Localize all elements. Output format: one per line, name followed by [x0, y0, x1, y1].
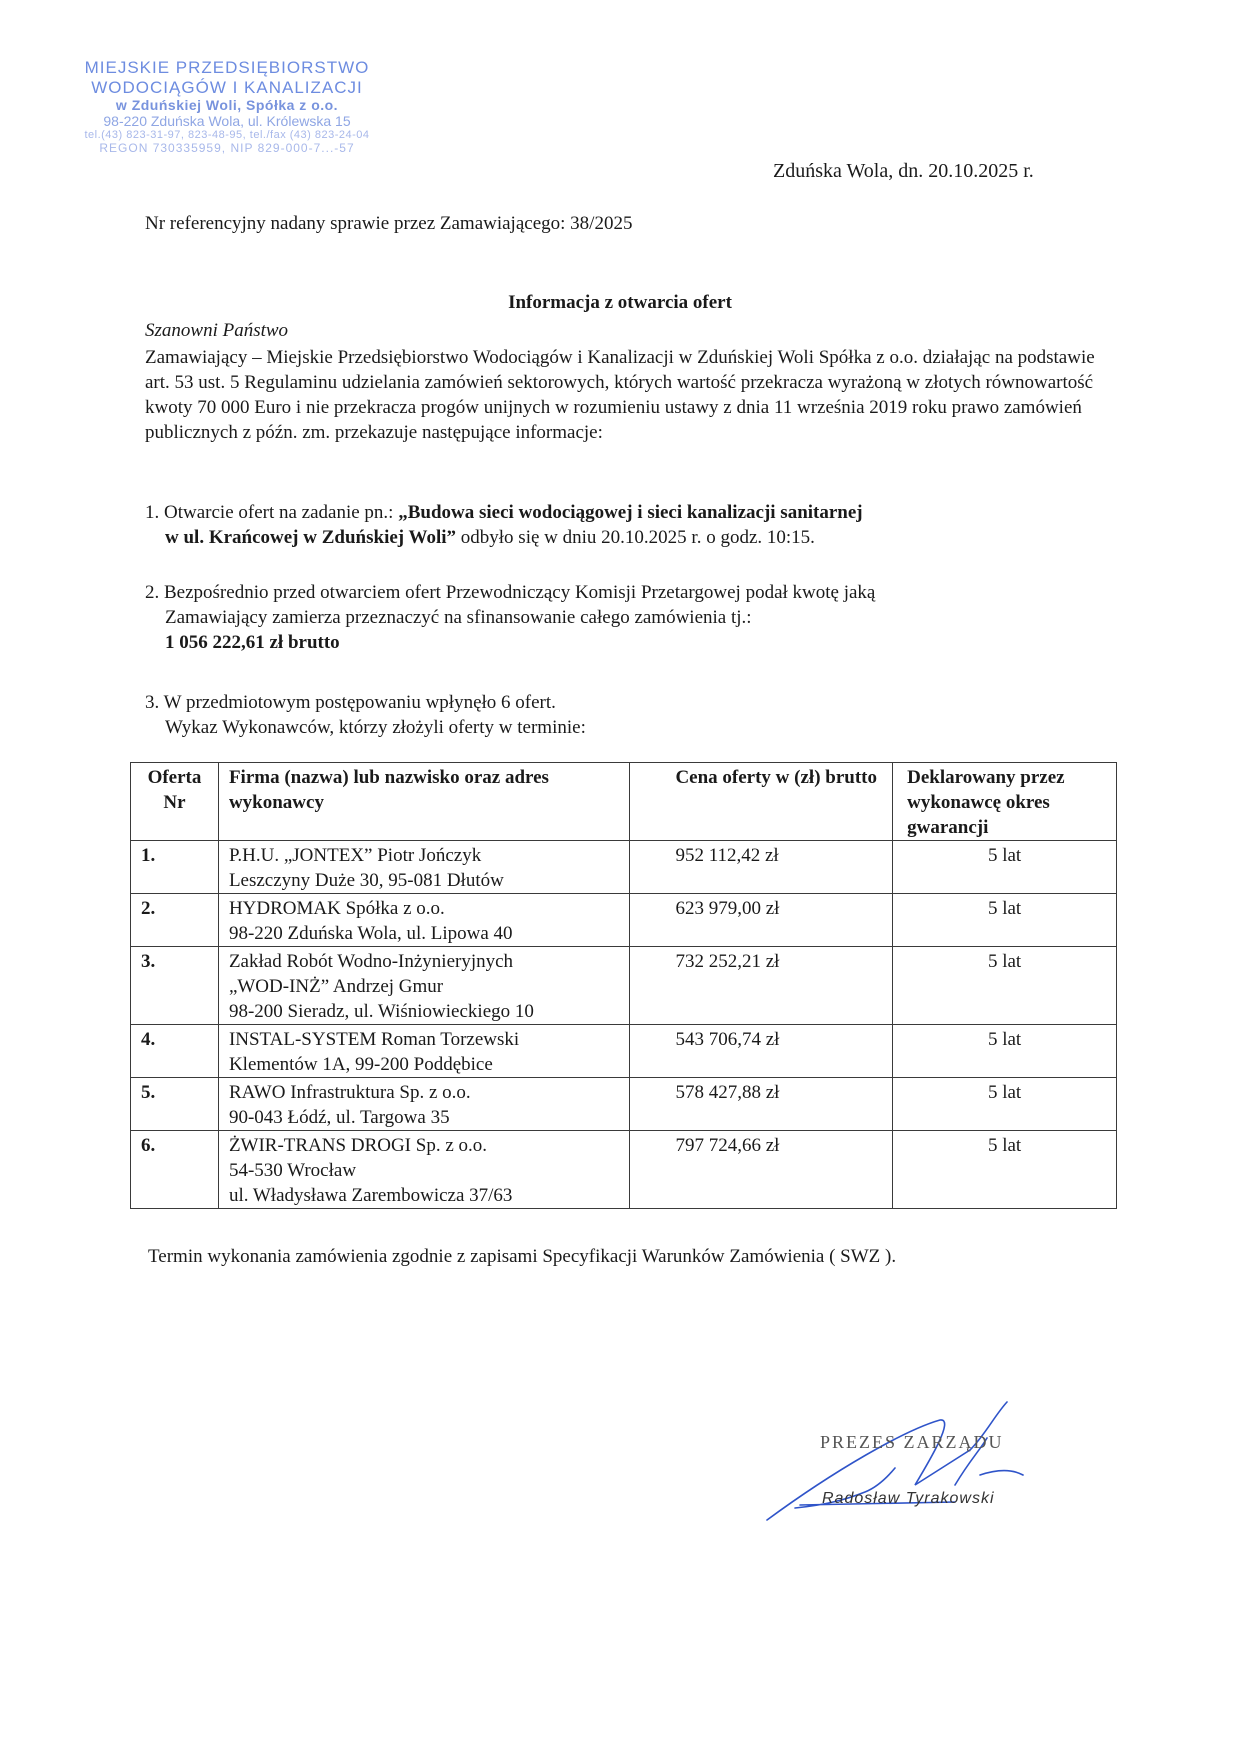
signature-block: [755, 1390, 1055, 1530]
col-header-warranty: Deklarowany przez wykonawcę okres gwarancji: [893, 763, 1117, 841]
contractor-address: Klementów 1A, 99-200 Poddębice: [228, 1054, 493, 1075]
contractor-cell: [218, 1078, 630, 1131]
task-name-line1: „Budowa sieci wodociągowej i sieci kanalizacji sanitarnej: [398, 502, 863, 523]
contractor-address: 98-220 Zduńska Wola, ul. Lipowa 40: [228, 923, 513, 944]
offer-price: 578 427,88 zł: [630, 1078, 893, 1131]
contractor-address: ul. Władysława Zarembowicza 37/63: [228, 1185, 513, 1206]
table-row: [131, 1078, 1117, 1131]
offer-number: 6.: [131, 1131, 219, 1209]
contractor-name: RAWO Infrastruktura Sp. z o.o.: [228, 1082, 471, 1103]
signer-role: PREZES ZARZĄDU: [820, 1432, 1004, 1452]
contractor-address: 54-530 Wrocław: [228, 1160, 357, 1181]
table-row: [131, 1025, 1117, 1078]
stamp-line: WODOCIĄGÓW I KANALIZACJI: [91, 77, 363, 97]
contractor-address: „WOD-INŻ” Andrzej Gmur: [228, 976, 444, 997]
warranty-period: 5 lat: [893, 947, 1117, 1025]
col-header-nr: Oferta Nr: [131, 763, 219, 841]
stamp-line: MIEJSKIE PRZEDSIĘBIORSTWO: [84, 58, 370, 77]
document-date: Zduńska Wola, dn. 20.10.2025 r.: [773, 160, 1034, 182]
contractor-name: P.H.U. „JONTEX” Piotr Jończyk: [228, 845, 482, 866]
offers-table: [130, 762, 1117, 1209]
completion-term-note: Termin wykonania zamówienia zgodnie z zapisami Specyfikacji Warunków Zamówienia ( SWZ ).: [148, 1246, 897, 1267]
item-3-line2: Wykaz Wykonawców, którzy złożyli oferty w terminie:: [165, 717, 586, 738]
task-name-line2: w ul. Krańcowej w Zduńskiej Woli”: [165, 527, 457, 548]
stamp-line: 98-220 Zduńska Wola, ul. Królewska 15: [103, 113, 351, 130]
offer-price: 732 252,21 zł: [630, 947, 893, 1025]
contractor-cell: [218, 1025, 630, 1078]
warranty-period: 5 lat: [893, 1025, 1117, 1078]
warranty-period: 5 lat: [893, 1131, 1117, 1209]
stamp-line: tel.(43) 823-31-97, 823-48-95, tel./fax (43) 823-24-04: [84, 129, 370, 142]
opening-datetime: odbyło się w dniu 20.10.2025 r. o godz. 10:15.: [456, 527, 815, 548]
offer-number: 2.: [131, 894, 219, 947]
col-header-price: Cena oferty w (zł) brutto: [630, 763, 893, 841]
contractor-address: 90-043 Łódź, ul. Targowa 35: [228, 1107, 450, 1128]
item-2-line1: 2. Bezpośrednio przed otwarciem ofert Przewodniczący Komisji Przetargowej podał kwotę jaką: [145, 582, 876, 603]
warranty-period: 5 lat: [893, 1078, 1117, 1131]
reference-number: Nr referencyjny nadany sprawie przez Zamawiającego: 38/2025: [145, 213, 633, 234]
contractor-cell: [218, 841, 630, 894]
salutation: Szanowni Państwo: [145, 320, 289, 341]
offer-price: 952 112,42 zł: [630, 841, 893, 894]
item-1-prefix: 1. Otwarcie ofert na zadanie pn.:: [145, 502, 399, 523]
table-header-row: [131, 763, 1117, 841]
item-1: [145, 500, 1045, 550]
contractor-cell: [218, 1131, 630, 1209]
contractor-name: HYDROMAK Spółka z o.o.: [228, 898, 445, 919]
item-2: [145, 580, 1045, 655]
contractor-name: Zakład Robót Wodno-Inżynieryjnych: [228, 951, 514, 972]
contractor-name: INSTAL-SYSTEM Roman Torzewski: [228, 1029, 520, 1050]
stamp-line: REGON 730335959, NIP 829-000-7...-57: [99, 140, 355, 155]
offer-number: 3.: [131, 947, 219, 1025]
warranty-period: 5 lat: [893, 894, 1117, 947]
table-row: [131, 1131, 1117, 1209]
offer-price: 623 979,00 zł: [630, 894, 893, 947]
offer-number: 4.: [131, 1025, 219, 1078]
table-row: [131, 841, 1117, 894]
offer-price: 543 706,74 zł: [630, 1025, 893, 1078]
col-header-contractor: Firma (nazwa) lub nazwisko oraz adres wykonawcy: [218, 763, 630, 841]
handwritten-signature-icon: [755, 1390, 1055, 1530]
contractor-cell: [218, 894, 630, 947]
contractor-address: 98-200 Sieradz, ul. Wiśniowieckiego 10: [228, 1001, 534, 1022]
contractor-cell: [218, 947, 630, 1025]
intro-paragraph: Zamawiający – Miejskie Przedsiębiorstwo Wodociągów i Kanalizacji w Zduńskiej Woli Spółka z o.o. działając na podstawie art. 53 ust. 5 Regulaminu udzielania zamówień sektorowych, których wartość przekracza wyrażoną w złotych równowartość kwoty 70 000 Euro i nie przekracza progów unijnych w rozumieniu ustawy z dnia 11 września 2019 roku prawo zamówień publicznych z późn. zm. przekazuje następujące informacje:: [145, 347, 1095, 443]
company-stamp: [62, 58, 392, 156]
offer-number: 5.: [131, 1078, 219, 1131]
signer-name: Radosław Tyrakowski: [822, 1490, 995, 1507]
table-row: [131, 894, 1117, 947]
item-3-line1: 3. W przedmiotowym postępowaniu wpłynęło 6 ofert.: [145, 692, 556, 713]
offer-number: 1.: [131, 841, 219, 894]
offer-price: 797 724,66 zł: [630, 1131, 893, 1209]
table-row: [131, 947, 1117, 1025]
item-2-line2: Zamawiający zamierza przeznaczyć na sfinansowanie całego zamówienia tj.:: [165, 607, 752, 628]
warranty-period: 5 lat: [893, 841, 1117, 894]
item-3: [145, 690, 1045, 740]
stamp-line: w Zduńskiej Woli, Spółka z o.o.: [115, 97, 339, 114]
budget-amount: 1 056 222,61 zł brutto: [165, 632, 340, 653]
document-title: Informacja z otwarcia ofert: [508, 292, 732, 313]
contractor-name: ŻWIR-TRANS DROGI Sp. z o.o.: [228, 1135, 488, 1156]
contractor-address: Leszczyny Duże 30, 95-081 Dłutów: [228, 870, 504, 891]
